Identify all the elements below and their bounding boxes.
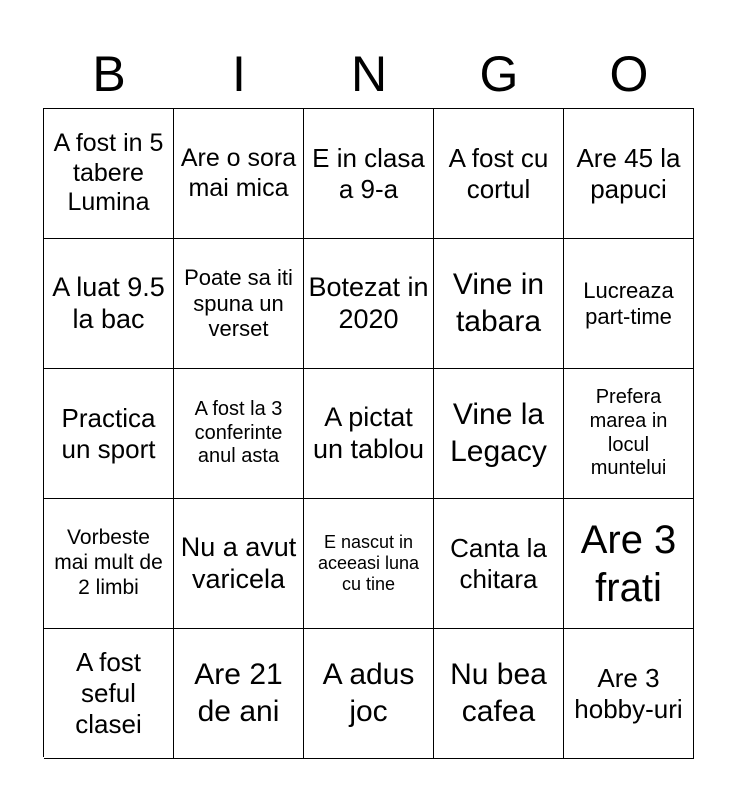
bingo-cell-1-2[interactable] <box>174 109 304 239</box>
bingo-cell-5-4[interactable] <box>434 629 564 759</box>
bingo-cell-4-1[interactable] <box>44 499 174 629</box>
bingo-cell-4-3[interactable] <box>304 499 434 629</box>
header-letter-n: N <box>350 46 388 102</box>
bingo-cell-text: A fost la 3 conferinte anul asta <box>194 398 283 468</box>
bingo-cell-3-3[interactable] <box>304 369 434 499</box>
bingo-cell-1-5[interactable] <box>564 109 694 239</box>
bingo-cell-text: Are 21 de ani <box>194 657 283 728</box>
header-letter-g: G <box>479 46 519 102</box>
header-letter-b: B <box>92 46 126 102</box>
bingo-cell-2-1[interactable] <box>44 239 174 369</box>
bingo-cell-2-3[interactable] <box>304 239 434 369</box>
bingo-cell-3-2[interactable] <box>174 369 304 499</box>
bingo-cell-5-1[interactable] <box>44 629 174 759</box>
header-letter-i: I <box>232 46 246 102</box>
bingo-cell-text: E nascut in aceeasi luna cu tine <box>317 531 420 595</box>
bingo-grid <box>43 108 694 757</box>
bingo-cell-text: A luat 9.5 la bac <box>52 271 165 334</box>
bingo-cell-text: A fost seful clasei <box>75 647 142 739</box>
bingo-cell-text: Nu a avut varicela <box>180 531 297 594</box>
bingo-cell-5-5[interactable] <box>564 629 694 759</box>
bingo-cell-2-5[interactable] <box>564 239 694 369</box>
bingo-cell-text: A fost in 5 tabere Lumina <box>53 129 164 217</box>
bingo-cell-text: Vine in tabara <box>452 267 545 338</box>
bingo-cell-text: A fost cu cortul <box>448 142 549 204</box>
bingo-cell-1-1[interactable] <box>44 109 174 239</box>
bingo-cell-text: Vine la Legacy <box>450 397 547 468</box>
bingo-cell-text: Canta la chitara <box>450 532 547 594</box>
bingo-cell-4-2[interactable] <box>174 499 304 629</box>
bingo-cell-text: Nu bea cafea <box>450 657 547 728</box>
bingo-cell-4-4[interactable] <box>434 499 564 629</box>
bingo-cell-2-4[interactable] <box>434 239 564 369</box>
bingo-header <box>44 40 694 108</box>
bingo-cell-3-1[interactable] <box>44 369 174 499</box>
bingo-cell-text: Prefera marea in locul muntelui <box>589 386 668 480</box>
bingo-cell-5-3[interactable] <box>304 629 434 759</box>
bingo-cell-text: Are 3 frati <box>580 517 677 610</box>
bingo-cell-text: Lucreaza part-time <box>583 277 674 329</box>
bingo-cell-1-3[interactable] <box>304 109 434 239</box>
header-letter-o: O <box>609 46 649 102</box>
bingo-cell-2-2[interactable] <box>174 239 304 369</box>
bingo-cell-text: Are o sora mai mica <box>180 144 297 202</box>
bingo-cell-3-4[interactable] <box>434 369 564 499</box>
bingo-cell-text: Poate sa iti spuna un verset <box>184 264 293 342</box>
bingo-cell-text: Vorbeste mai mult de 2 limbi <box>54 526 163 599</box>
bingo-cell-text: Practica un sport <box>61 402 156 464</box>
bingo-cell-5-2[interactable] <box>174 629 304 759</box>
bingo-cell-text: E in clasa a 9-a <box>312 142 425 204</box>
bingo-cell-1-4[interactable] <box>434 109 564 239</box>
bingo-cell-4-5[interactable] <box>564 499 694 629</box>
bingo-cell-3-5[interactable] <box>564 369 694 499</box>
bingo-cell-text: A pictat un tablou <box>312 401 425 464</box>
bingo-cell-text: Botezat in 2020 <box>308 271 429 334</box>
bingo-cell-text: Are 45 la papuci <box>576 142 681 204</box>
bingo-cell-text: A adus joc <box>322 657 415 728</box>
bingo-cell-text: Are 3 hobby-uri <box>574 662 683 724</box>
